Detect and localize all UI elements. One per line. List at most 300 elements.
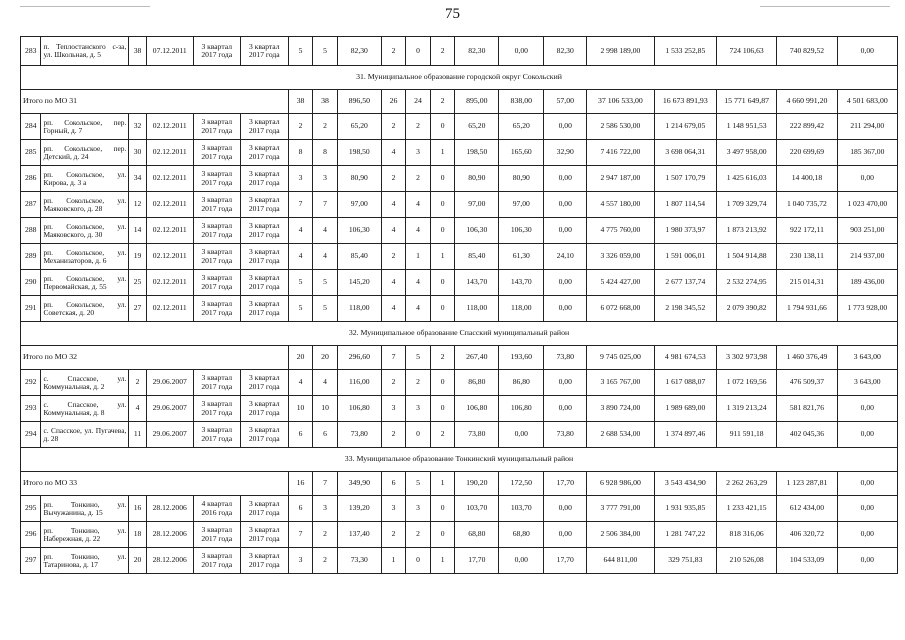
value-cell: 3 <box>406 140 431 166</box>
value-cell: 0 <box>430 166 455 192</box>
period-cell: 3 квартал 2017 года <box>240 166 288 192</box>
value-cell: 97,00 <box>499 192 544 218</box>
value-cell: 0 <box>430 114 455 140</box>
value-cell: 106,80 <box>337 396 381 422</box>
value-cell: 911 591,18 <box>716 422 776 448</box>
value-cell: 2 <box>288 114 313 140</box>
value-cell: 0,00 <box>837 496 897 522</box>
value-cell: 82,30 <box>544 37 587 66</box>
value-cell: 4 775 760,00 <box>587 218 654 244</box>
period-cell: 3 квартал 2017 года <box>193 140 240 166</box>
subtotal-cell: 3 302 973,98 <box>716 346 776 370</box>
value-cell: 0,00 <box>544 218 587 244</box>
date-cell: 02.12.2011 <box>146 244 193 270</box>
value-cell: 0,00 <box>544 296 587 322</box>
subtotal-row <box>21 472 898 496</box>
subtotal-cell: 267,40 <box>455 346 499 370</box>
value-cell: 4 <box>129 396 146 422</box>
table-row <box>21 140 898 166</box>
subtotal-cell: 3 643,00 <box>837 346 897 370</box>
value-cell: 740 829,52 <box>777 37 837 66</box>
value-cell: 73,80 <box>544 422 587 448</box>
value-cell: 198,50 <box>455 140 499 166</box>
value-cell: 2 <box>381 166 406 192</box>
value-cell: 1 807 114,54 <box>654 192 716 218</box>
period-cell: 3 квартал 2017 года <box>193 37 240 66</box>
value-cell: 65,20 <box>455 114 499 140</box>
section-header-row <box>21 322 898 346</box>
value-cell: 80,90 <box>337 166 381 192</box>
value-cell: 82,30 <box>337 37 381 66</box>
value-cell: 137,40 <box>337 522 381 548</box>
value-cell: 3 777 791,00 <box>587 496 654 522</box>
subtotal-cell: 26 <box>381 90 406 114</box>
period-cell: 3 квартал 2017 года <box>240 37 288 66</box>
value-cell: 4 <box>288 218 313 244</box>
value-cell: 3 <box>288 166 313 192</box>
value-cell: 402 045,36 <box>777 422 837 448</box>
row-number: 291 <box>21 296 41 322</box>
value-cell: 118,00 <box>337 296 381 322</box>
value-cell: 0 <box>430 192 455 218</box>
value-cell: 106,80 <box>499 396 544 422</box>
section-header-row <box>21 448 898 472</box>
value-cell: 903 251,00 <box>837 218 897 244</box>
value-cell: 0,00 <box>837 166 897 192</box>
value-cell: 17,70 <box>544 548 587 574</box>
value-cell: 1 040 735,72 <box>777 192 837 218</box>
subtotal-cell: 2 262 263,29 <box>716 472 776 496</box>
subtotal-row <box>21 90 898 114</box>
period-cell: 3 квартал 2017 года <box>193 270 240 296</box>
value-cell: 5 <box>288 37 313 66</box>
subtotal-cell: 15 771 649,87 <box>716 90 776 114</box>
value-cell: 30 <box>129 140 146 166</box>
value-cell: 1 709 329,74 <box>716 192 776 218</box>
table-row <box>21 396 898 422</box>
period-cell: 3 квартал 2017 года <box>193 422 240 448</box>
subtotal-cell: 296,60 <box>337 346 381 370</box>
value-cell: 612 434,00 <box>777 496 837 522</box>
date-cell: 02.12.2011 <box>146 140 193 166</box>
value-cell: 103,70 <box>499 496 544 522</box>
value-cell: 220 699,69 <box>777 140 837 166</box>
value-cell: 97,00 <box>337 192 381 218</box>
date-cell: 02.12.2011 <box>146 114 193 140</box>
subtotal-cell: 895,00 <box>455 90 499 114</box>
value-cell: 32 <box>129 114 146 140</box>
period-cell: 3 квартал 2017 года <box>193 192 240 218</box>
value-cell: 2 532 274,95 <box>716 270 776 296</box>
value-cell: 73,80 <box>337 422 381 448</box>
value-cell: 27 <box>129 296 146 322</box>
address-cell: рп. Сокольское, ул. Первомайская, д. 55 <box>41 270 129 296</box>
value-cell: 2 677 137,74 <box>654 270 716 296</box>
housing-program-table <box>20 36 898 574</box>
value-cell: 14 400,18 <box>777 166 837 192</box>
subtotal-cell: 9 745 025,00 <box>587 346 654 370</box>
value-cell: 1 425 616,03 <box>716 166 776 192</box>
value-cell: 0 <box>430 218 455 244</box>
address-cell: рп. Тонкино, ул. Вычужанина, д. 15 <box>41 496 129 522</box>
value-cell: 3 <box>381 396 406 422</box>
value-cell: 1 989 689,00 <box>654 396 716 422</box>
value-cell: 214 937,00 <box>837 244 897 270</box>
value-cell: 0,00 <box>544 270 587 296</box>
period-cell: 3 квартал 2017 года <box>193 370 240 396</box>
value-cell: 3 <box>288 548 313 574</box>
value-cell: 3 165 767,00 <box>587 370 654 396</box>
value-cell: 5 <box>288 296 313 322</box>
value-cell: 7 <box>288 522 313 548</box>
value-cell: 215 014,31 <box>777 270 837 296</box>
value-cell: 6 <box>288 496 313 522</box>
value-cell: 0 <box>430 522 455 548</box>
value-cell: 0 <box>406 548 431 574</box>
period-cell: 3 квартал 2017 года <box>240 548 288 574</box>
value-cell: 0,00 <box>544 396 587 422</box>
value-cell: 2 <box>381 114 406 140</box>
value-cell: 1 <box>406 244 431 270</box>
value-cell: 1 148 951,53 <box>716 114 776 140</box>
period-cell: 3 квартал 2017 года <box>240 270 288 296</box>
value-cell: 8 <box>313 140 338 166</box>
value-cell: 65,20 <box>499 114 544 140</box>
value-cell: 86,80 <box>455 370 499 396</box>
subtotal-cell: 190,20 <box>455 472 499 496</box>
row-number: 293 <box>21 396 41 422</box>
value-cell: 0,00 <box>499 548 544 574</box>
value-cell: 16 <box>129 496 146 522</box>
address-cell: рп. Сокольское, пер. Детский, д. 24 <box>41 140 129 166</box>
date-cell: 02.12.2011 <box>146 166 193 192</box>
address-cell: рп. Сокольское, ул. Механизаторов, д. 6 <box>41 244 129 270</box>
value-cell: 106,30 <box>455 218 499 244</box>
value-cell: 4 557 180,00 <box>587 192 654 218</box>
subtotal-cell: 0,00 <box>837 472 897 496</box>
table-row <box>21 37 898 66</box>
subtotal-cell: 57,00 <box>544 90 587 114</box>
subtotal-cell: 172,50 <box>499 472 544 496</box>
value-cell: 329 751,83 <box>654 548 716 574</box>
subtotal-cell: 2 <box>430 90 455 114</box>
value-cell: 2 <box>381 244 406 270</box>
date-cell: 28.12.2006 <box>146 496 193 522</box>
subtotal-label: Итого по МО 31 <box>21 90 289 114</box>
value-cell: 922 172,11 <box>777 218 837 244</box>
value-cell: 6 072 668,00 <box>587 296 654 322</box>
subtotal-cell: 7 <box>381 346 406 370</box>
address-cell: рп. Сокольское, ул. Маяковского, д. 28 <box>41 192 129 218</box>
address-cell: рп. Сокольское, пер. Горный, д. 7 <box>41 114 129 140</box>
value-cell: 4 <box>288 244 313 270</box>
value-cell: 139,20 <box>337 496 381 522</box>
value-cell: 2 <box>313 114 338 140</box>
row-number: 284 <box>21 114 41 140</box>
table-row <box>21 192 898 218</box>
section-title: 31. Муниципальное образование городской округ Сокольский <box>21 66 898 90</box>
address-cell: рп. Тонкино, ул. Набережная, д. 22 <box>41 522 129 548</box>
subtotal-cell: 20 <box>288 346 313 370</box>
value-cell: 80,90 <box>499 166 544 192</box>
value-cell: 3 <box>313 496 338 522</box>
value-cell: 104 533,09 <box>777 548 837 574</box>
row-number: 297 <box>21 548 41 574</box>
value-cell: 4 <box>381 296 406 322</box>
value-cell: 5 <box>313 270 338 296</box>
period-cell: 3 квартал 2017 года <box>240 244 288 270</box>
value-cell: 0 <box>430 270 455 296</box>
value-cell: 1 504 914,88 <box>716 244 776 270</box>
address-cell: рп. Тонкино, ул. Татаринова, д. 17 <box>41 548 129 574</box>
table-row <box>21 166 898 192</box>
value-cell: 1 <box>381 548 406 574</box>
period-cell: 3 квартал 2017 года <box>240 192 288 218</box>
value-cell: 0 <box>406 37 431 66</box>
period-cell: 3 квартал 2017 года <box>193 166 240 192</box>
table-row <box>21 296 898 322</box>
period-cell: 3 квартал 2017 года <box>240 496 288 522</box>
period-cell: 3 квартал 2017 года <box>193 396 240 422</box>
subtotal-label: Итого по МО 33 <box>21 472 289 496</box>
value-cell: 3 643,00 <box>837 370 897 396</box>
value-cell: 185 367,00 <box>837 140 897 166</box>
date-cell: 29.06.2007 <box>146 422 193 448</box>
date-cell: 02.12.2011 <box>146 296 193 322</box>
value-cell: 38 <box>129 37 146 66</box>
value-cell: 0,00 <box>837 37 897 66</box>
value-cell: 210 526,08 <box>716 548 776 574</box>
value-cell: 1 873 213,92 <box>716 218 776 244</box>
value-cell: 0,00 <box>544 370 587 396</box>
period-cell: 3 квартал 2017 года <box>240 114 288 140</box>
value-cell: 68,80 <box>455 522 499 548</box>
value-cell: 406 320,72 <box>777 522 837 548</box>
value-cell: 230 138,11 <box>777 244 837 270</box>
value-cell: 4 <box>406 270 431 296</box>
row-number: 283 <box>21 37 41 66</box>
value-cell: 0,00 <box>837 522 897 548</box>
period-cell: 3 квартал 2017 года <box>193 218 240 244</box>
subtotal-cell: 16 673 891,93 <box>654 90 716 114</box>
subtotal-cell: 73,80 <box>544 346 587 370</box>
value-cell: 0,00 <box>499 37 544 66</box>
value-cell: 4 <box>313 370 338 396</box>
value-cell: 0,00 <box>837 548 897 574</box>
value-cell: 2 <box>381 370 406 396</box>
value-cell: 1 <box>430 244 455 270</box>
value-cell: 5 <box>288 270 313 296</box>
period-cell: 3 квартал 2017 года <box>240 140 288 166</box>
date-cell: 02.12.2011 <box>146 192 193 218</box>
value-cell: 19 <box>129 244 146 270</box>
value-cell: 4 <box>381 270 406 296</box>
value-cell: 2 506 384,00 <box>587 522 654 548</box>
value-cell: 5 <box>313 37 338 66</box>
value-cell: 2 198 345,52 <box>654 296 716 322</box>
value-cell: 644 811,00 <box>587 548 654 574</box>
value-cell: 211 294,00 <box>837 114 897 140</box>
value-cell: 198,50 <box>337 140 381 166</box>
subtotal-cell: 4 981 674,53 <box>654 346 716 370</box>
value-cell: 1 214 679,05 <box>654 114 716 140</box>
value-cell: 165,60 <box>499 140 544 166</box>
value-cell: 2 998 189,00 <box>587 37 654 66</box>
subtotal-cell: 1 123 287,81 <box>777 472 837 496</box>
value-cell: 85,40 <box>455 244 499 270</box>
date-cell: 02.12.2011 <box>146 218 193 244</box>
page-number: 75 <box>445 6 460 22</box>
value-cell: 143,70 <box>455 270 499 296</box>
subtotal-cell: 838,00 <box>499 90 544 114</box>
value-cell: 2 <box>313 548 338 574</box>
value-cell: 818 316,06 <box>716 522 776 548</box>
value-cell: 14 <box>129 218 146 244</box>
value-cell: 1 233 421,15 <box>716 496 776 522</box>
subtotal-cell: 17,70 <box>544 472 587 496</box>
value-cell: 106,30 <box>499 218 544 244</box>
value-cell: 3 <box>381 496 406 522</box>
value-cell: 80,90 <box>455 166 499 192</box>
value-cell: 7 416 722,00 <box>587 140 654 166</box>
value-cell: 34 <box>129 166 146 192</box>
value-cell: 17,70 <box>455 548 499 574</box>
row-number: 295 <box>21 496 41 522</box>
table-row <box>21 548 898 574</box>
value-cell: 2 688 534,00 <box>587 422 654 448</box>
value-cell: 118,00 <box>455 296 499 322</box>
date-cell: 29.06.2007 <box>146 396 193 422</box>
row-number: 289 <box>21 244 41 270</box>
subtotal-cell: 1 460 376,49 <box>777 346 837 370</box>
value-cell: 32,90 <box>544 140 587 166</box>
value-cell: 1 507 170,79 <box>654 166 716 192</box>
period-cell: 3 квартал 2017 года <box>193 548 240 574</box>
date-cell: 29.06.2007 <box>146 370 193 396</box>
period-cell: 3 квартал 2017 года <box>193 114 240 140</box>
section-header-row <box>21 66 898 90</box>
value-cell: 18 <box>129 522 146 548</box>
value-cell: 1 374 897,46 <box>654 422 716 448</box>
value-cell: 4 <box>406 192 431 218</box>
value-cell: 1 533 252,85 <box>654 37 716 66</box>
value-cell: 2 <box>313 522 338 548</box>
value-cell: 20 <box>129 548 146 574</box>
value-cell: 1 319 213,24 <box>716 396 776 422</box>
date-cell: 28.12.2006 <box>146 522 193 548</box>
value-cell: 3 <box>406 396 431 422</box>
period-cell: 3 квартал 2017 года <box>193 244 240 270</box>
value-cell: 11 <box>129 422 146 448</box>
value-cell: 73,80 <box>455 422 499 448</box>
value-cell: 2 <box>381 522 406 548</box>
subtotal-cell: 20 <box>313 346 338 370</box>
address-cell: рп. Сокольское, ул. Советская, д. 20 <box>41 296 129 322</box>
value-cell: 4 <box>288 370 313 396</box>
subtotal-cell: 1 <box>430 472 455 496</box>
value-cell: 4 <box>406 296 431 322</box>
period-cell: 3 квартал 2017 года <box>240 296 288 322</box>
value-cell: 4 <box>313 218 338 244</box>
period-cell: 3 квартал 2017 года <box>193 296 240 322</box>
value-cell: 2 947 187,00 <box>587 166 654 192</box>
value-cell: 3 <box>406 496 431 522</box>
subtotal-cell: 4 660 991,20 <box>777 90 837 114</box>
value-cell: 1 072 169,56 <box>716 370 776 396</box>
subtotal-cell: 6 <box>381 472 406 496</box>
value-cell: 103,70 <box>455 496 499 522</box>
period-cell: 3 квартал 2017 года <box>240 370 288 396</box>
value-cell: 7 <box>288 192 313 218</box>
section-title: 32. Муниципальное образование Спасский муниципальный район <box>21 322 898 346</box>
subtotal-cell: 7 <box>313 472 338 496</box>
subtotal-cell: 38 <box>313 90 338 114</box>
value-cell: 106,80 <box>455 396 499 422</box>
value-cell: 1 773 928,00 <box>837 296 897 322</box>
value-cell: 2 <box>129 370 146 396</box>
value-cell: 1 591 006,01 <box>654 244 716 270</box>
address-cell: с. Спасское, ул. Коммунальная, д. 2 <box>41 370 129 396</box>
row-number: 290 <box>21 270 41 296</box>
period-cell: 3 квартал 2017 года <box>240 396 288 422</box>
row-number: 296 <box>21 522 41 548</box>
value-cell: 2 <box>430 37 455 66</box>
value-cell: 10 <box>288 396 313 422</box>
value-cell: 189 436,00 <box>837 270 897 296</box>
value-cell: 724 106,63 <box>716 37 776 66</box>
value-cell: 116,00 <box>337 370 381 396</box>
date-cell: 02.12.2011 <box>146 270 193 296</box>
value-cell: 0,00 <box>544 114 587 140</box>
period-cell: 3 квартал 2017 года <box>240 522 288 548</box>
value-cell: 2 <box>381 422 406 448</box>
value-cell: 3 890 724,00 <box>587 396 654 422</box>
table-row <box>21 370 898 396</box>
value-cell: 85,40 <box>337 244 381 270</box>
subtotal-cell: 193,60 <box>499 346 544 370</box>
subtotal-cell: 5 <box>406 346 431 370</box>
row-number: 292 <box>21 370 41 396</box>
value-cell: 6 <box>288 422 313 448</box>
value-cell: 581 821,76 <box>777 396 837 422</box>
value-cell: 106,30 <box>337 218 381 244</box>
value-cell: 7 <box>313 192 338 218</box>
table-row <box>21 522 898 548</box>
period-cell: 3 квартал 2017 года <box>193 522 240 548</box>
value-cell: 1 931 935,85 <box>654 496 716 522</box>
subtotal-cell: 38 <box>288 90 313 114</box>
value-cell: 3 698 064,31 <box>654 140 716 166</box>
value-cell: 65,20 <box>337 114 381 140</box>
value-cell: 1 <box>430 548 455 574</box>
row-number: 287 <box>21 192 41 218</box>
date-cell: 28.12.2006 <box>146 548 193 574</box>
period-cell: 3 квартал 2017 года <box>240 422 288 448</box>
row-number: 294 <box>21 422 41 448</box>
subtotal-cell: 6 928 986,00 <box>587 472 654 496</box>
period-cell: 3 квартал 2017 года <box>240 218 288 244</box>
value-cell: 1 794 931,66 <box>777 296 837 322</box>
subtotal-cell: 24 <box>406 90 431 114</box>
value-cell: 3 497 958,00 <box>716 140 776 166</box>
subtotal-cell: 5 <box>406 472 431 496</box>
value-cell: 2 586 530,00 <box>587 114 654 140</box>
value-cell: 4 <box>406 218 431 244</box>
address-cell: п. Теплостанского с-за, ул. Школьная, д. 5 <box>41 37 129 66</box>
table-row <box>21 496 898 522</box>
value-cell: 2 <box>406 370 431 396</box>
value-cell: 6 <box>313 422 338 448</box>
